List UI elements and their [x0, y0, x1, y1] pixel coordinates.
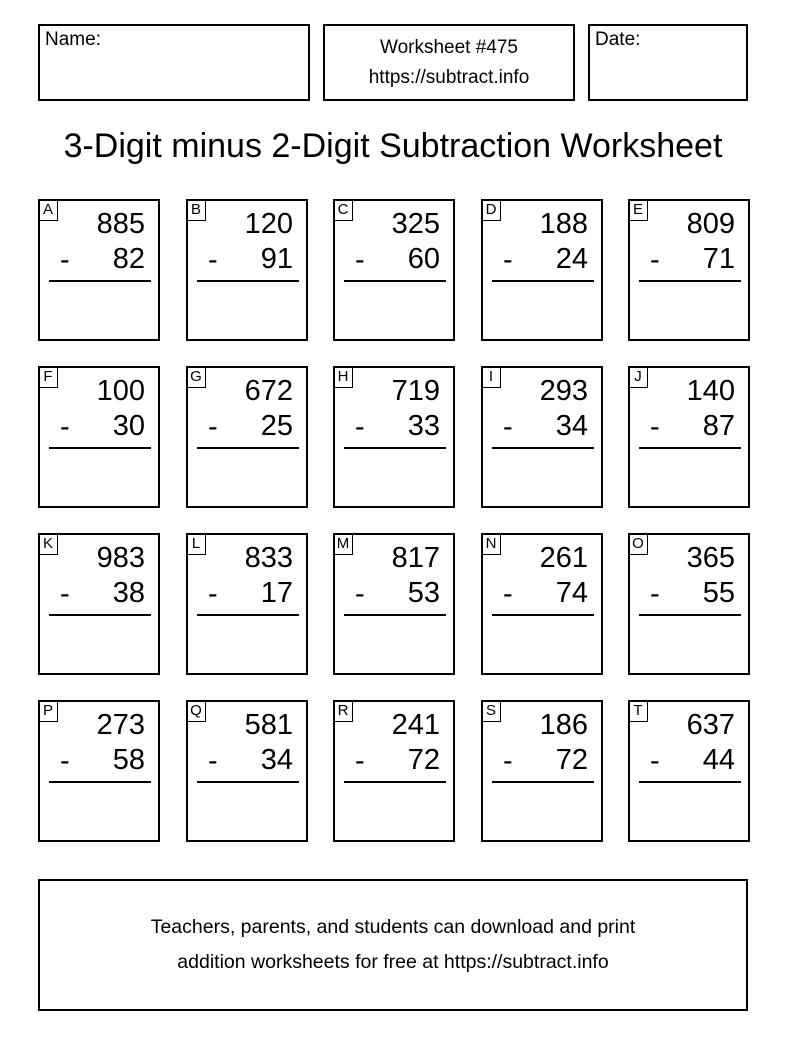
problem-card[interactable] — [628, 700, 750, 842]
minus-sign: - — [208, 411, 218, 443]
worksheet-number: Worksheet #475 — [379, 36, 518, 58]
problem-card[interactable] — [628, 533, 750, 675]
subtrahend: 17 — [260, 577, 293, 609]
minus-sign: - — [60, 578, 70, 610]
minus-sign: - — [60, 745, 70, 777]
problem-card[interactable] — [481, 533, 603, 675]
answer-line — [639, 781, 741, 783]
problem-card[interactable] — [481, 366, 603, 508]
problem-card[interactable] — [186, 366, 308, 508]
minuend: 325 — [391, 208, 440, 240]
answer-line — [49, 781, 151, 783]
subtrahend: 38 — [112, 577, 145, 609]
subtrahend: 72 — [555, 744, 588, 776]
subtrahend: 82 — [112, 243, 145, 275]
answer-line — [639, 447, 741, 449]
answer-line — [492, 447, 594, 449]
minuend: 885 — [96, 208, 145, 240]
problem-letter: P — [38, 700, 58, 722]
problem-letter: I — [481, 366, 501, 388]
minuend: 809 — [686, 208, 735, 240]
subtrahend: 44 — [702, 744, 735, 776]
minus-sign: - — [60, 244, 70, 276]
minus-sign: - — [650, 578, 660, 610]
subtrahend: 24 — [555, 243, 588, 275]
minuend: 188 — [539, 208, 588, 240]
minus-sign: - — [355, 745, 365, 777]
problem-letter: A — [38, 199, 58, 221]
answer-line — [49, 614, 151, 616]
problem-letter: K — [38, 533, 58, 555]
problem-letter: S — [481, 700, 501, 722]
subtrahend: 58 — [112, 744, 145, 776]
minus-sign: - — [503, 578, 513, 610]
subtrahend: 34 — [555, 410, 588, 442]
answer-line — [49, 280, 151, 282]
minus-sign: - — [355, 244, 365, 276]
minus-sign: - — [60, 411, 70, 443]
problem-letter: M — [333, 533, 353, 555]
problem-card[interactable] — [38, 700, 160, 842]
minus-sign: - — [208, 745, 218, 777]
date-field[interactable] — [588, 24, 748, 101]
problem-letter: E — [628, 199, 648, 221]
problem-letter: T — [628, 700, 648, 722]
minuend: 261 — [539, 542, 588, 574]
subtrahend: 60 — [407, 243, 440, 275]
problem-card[interactable] — [186, 700, 308, 842]
minuend: 672 — [244, 375, 293, 407]
problem-card[interactable] — [38, 366, 160, 508]
subtrahend: 34 — [260, 744, 293, 776]
answer-line — [197, 614, 299, 616]
minuend: 637 — [686, 709, 735, 741]
subtrahend: 91 — [260, 243, 293, 275]
problem-card[interactable] — [186, 199, 308, 341]
problem-letter: D — [481, 199, 501, 221]
minuend: 120 — [244, 208, 293, 240]
subtrahend: 53 — [407, 577, 440, 609]
problem-letter: R — [333, 700, 353, 722]
answer-line — [492, 614, 594, 616]
minuend: 293 — [539, 375, 588, 407]
minuend: 833 — [244, 542, 293, 574]
answer-line — [492, 781, 594, 783]
problem-letter: B — [186, 199, 206, 221]
minus-sign: - — [355, 578, 365, 610]
problem-letter: O — [628, 533, 648, 555]
problem-card[interactable] — [38, 199, 160, 341]
minuend: 140 — [686, 375, 735, 407]
subtrahend: 87 — [702, 410, 735, 442]
problem-letter: H — [333, 366, 353, 388]
minus-sign: - — [503, 411, 513, 443]
subtrahend: 30 — [112, 410, 145, 442]
footer-note — [38, 879, 748, 1011]
problem-card[interactable] — [481, 700, 603, 842]
minus-sign: - — [650, 411, 660, 443]
minuend: 273 — [96, 709, 145, 741]
answer-line — [344, 781, 446, 783]
minus-sign: - — [650, 745, 660, 777]
answer-line — [639, 614, 741, 616]
footer-line-2: addition worksheets for free at https://subtract.info — [177, 951, 609, 973]
minuend: 365 — [686, 542, 735, 574]
problem-letter: J — [628, 366, 648, 388]
minus-sign: - — [503, 244, 513, 276]
date-label: Date: — [595, 29, 641, 50]
subtrahend: 72 — [407, 744, 440, 776]
answer-line — [344, 614, 446, 616]
subtrahend: 25 — [260, 410, 293, 442]
problem-letter: L — [186, 533, 206, 555]
minuend: 186 — [539, 709, 588, 741]
minus-sign: - — [355, 411, 365, 443]
problem-card[interactable] — [333, 199, 455, 341]
answer-line — [197, 447, 299, 449]
subtrahend: 33 — [407, 410, 440, 442]
problem-card[interactable] — [333, 366, 455, 508]
problem-letter: N — [481, 533, 501, 555]
minuend: 100 — [96, 375, 145, 407]
problem-card[interactable] — [333, 533, 455, 675]
name-field[interactable] — [38, 24, 310, 101]
answer-line — [344, 447, 446, 449]
minuend: 719 — [391, 375, 440, 407]
minus-sign: - — [503, 745, 513, 777]
footer-line-1: Teachers, parents, and students can download and print — [150, 916, 636, 938]
minus-sign: - — [208, 578, 218, 610]
worksheet-info-box — [323, 24, 575, 101]
minuend: 241 — [391, 709, 440, 741]
problem-card[interactable] — [481, 199, 603, 341]
minuend: 581 — [244, 709, 293, 741]
minuend: 817 — [391, 542, 440, 574]
problem-card[interactable] — [38, 533, 160, 675]
worksheet-url: https://subtract.info — [368, 66, 530, 88]
answer-line — [49, 447, 151, 449]
answer-line — [197, 280, 299, 282]
problem-letter: Q — [186, 700, 206, 722]
page-title: 3-Digit minus 2-Digit Subtraction Worksheet — [63, 127, 723, 165]
answer-line — [344, 280, 446, 282]
problem-letter: C — [333, 199, 353, 221]
subtrahend: 55 — [702, 577, 735, 609]
problem-letter: G — [186, 366, 206, 388]
answer-line — [197, 781, 299, 783]
problem-card[interactable] — [333, 700, 455, 842]
problem-letter: F — [38, 366, 58, 388]
subtrahend: 74 — [555, 577, 588, 609]
problem-card[interactable] — [186, 533, 308, 675]
minuend: 983 — [96, 542, 145, 574]
minus-sign: - — [650, 244, 660, 276]
minus-sign: - — [208, 244, 218, 276]
answer-line — [639, 280, 741, 282]
name-label: Name: — [45, 29, 101, 50]
answer-line — [492, 280, 594, 282]
subtrahend: 71 — [702, 243, 735, 275]
problem-card[interactable] — [628, 199, 750, 341]
problem-card[interactable] — [628, 366, 750, 508]
